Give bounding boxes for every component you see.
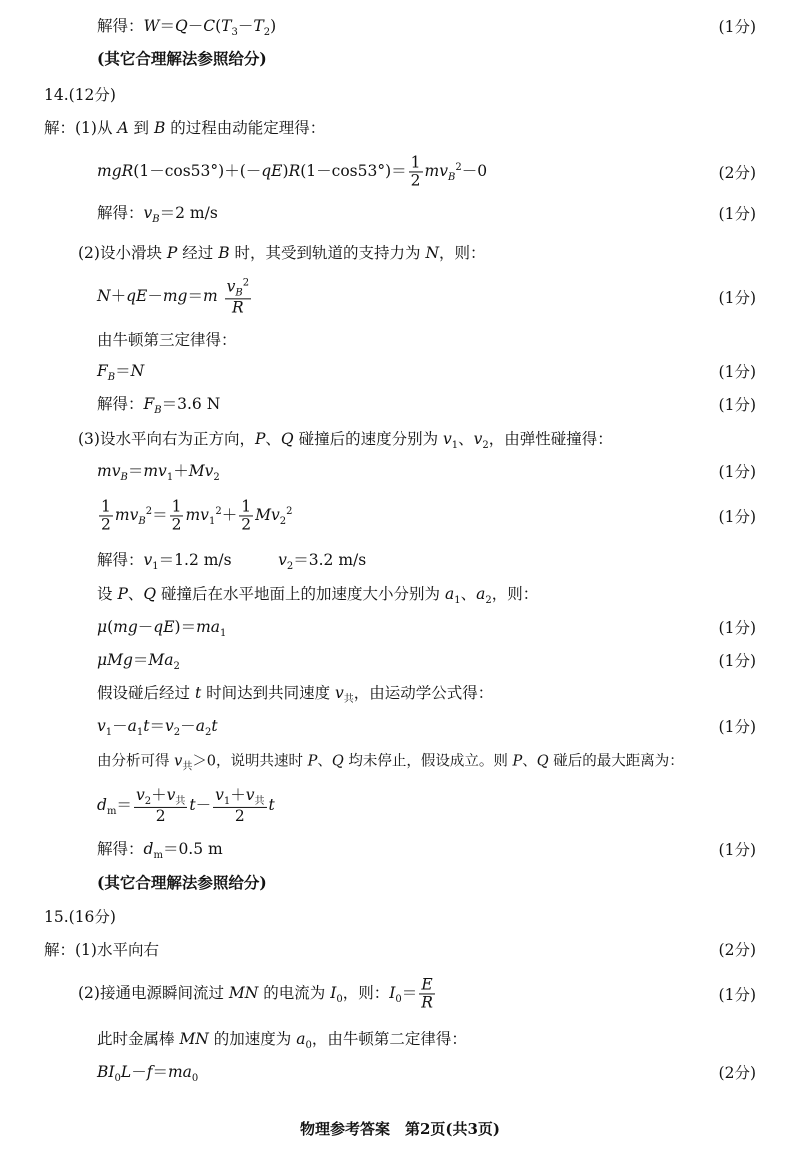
note-line xyxy=(0,867,800,897)
score: (1分) xyxy=(718,396,756,414)
answer-line-21: 由分析可得 $v_共>0$，说明共速时 P、Q 均未停止，假设成立。则 P、Q 碰后的最大距离为： xyxy=(97,753,684,773)
equation-line-29: $BI_0L-f=ma_0$ (2分) xyxy=(97,1062,756,1085)
score: (1分) xyxy=(718,205,756,223)
answer-line-12: (3)设水平向右为正方向，P、Q 碰撞后的速度分别为 $v_1$、$v_2$，由弹性碰撞得： xyxy=(78,429,613,452)
score: (2分) xyxy=(718,941,756,959)
answer-line-6: 解得：$v_B=2$ m/s (1分) xyxy=(97,203,756,226)
score: (1分) xyxy=(718,463,756,481)
equation-line-20: $v_1-a_1t=v_2-a_2t$ (1分) xyxy=(97,716,756,739)
equation-line-5: mgR(1－cos53°)＋(－qE)R(1－cos53°)＝ $\frac{1}{2}$ $mv_B^2-0$ (2分) xyxy=(97,153,756,190)
note-line xyxy=(0,43,800,73)
answer-line-26: 解：(1)水平向右 (2分) xyxy=(0,934,800,964)
score: (1分) xyxy=(718,986,756,1004)
question-number: 14.(12分) xyxy=(44,86,116,104)
answer-line-4: 解：(1)从 A 到 B 的过程由动能定理得： xyxy=(44,119,326,137)
equation-line-14: $\frac{1}{2}$ $mv_B^2=$ $\frac{1}{2}$ $mv_1^2+$ $\frac{1}{2}$ $Mv_2^2$ (1分) xyxy=(101,497,756,534)
score: (1分) xyxy=(718,652,756,670)
note-text: (其它合理解法参照给分) xyxy=(97,49,267,68)
answer-line-9: 由牛顿第三定律得： xyxy=(97,331,237,349)
question-number: 15.(16分) xyxy=(44,908,116,926)
answer-line-28: 此时金属棒 MN 的加速度为 $a_0$，由牛顿第二定律得： xyxy=(97,1029,467,1052)
score: (1分) xyxy=(718,508,756,526)
answer-line-1: 解得：$W=Q-C(T_3-T_2)$ (1分) xyxy=(97,16,756,39)
score: (1分) xyxy=(718,18,756,36)
answer-line-23: 解得：$d_m=0.5$ m (1分) xyxy=(97,839,756,862)
score: (2分) xyxy=(718,1064,756,1082)
equation-line-13: $mv_B=mv_1+Mv_2$ (1分) xyxy=(97,461,756,484)
page-footer: 物理参考答案 第2页(共3页) xyxy=(299,1120,501,1138)
score: (1分) xyxy=(718,363,756,381)
question-heading-15 xyxy=(0,901,800,931)
equation-line-10: $F_B=N$ (1分) xyxy=(97,361,756,384)
answer-line-11: 解得：$F_B=3.6$ N (1分) xyxy=(97,394,756,417)
answer-line-19: 假设碰后经过 t 时间达到共同速度 $v_共$，由运动学公式得： xyxy=(97,683,494,706)
note-text: (其它合理解法参照给分) xyxy=(97,873,267,892)
answer-line-16: 设 P、Q 碰撞后在水平地面上的加速度大小分别为 $a_1$、$a_2$，则： xyxy=(97,584,539,607)
answer-line-15: 解得：$v_1=1.2$ m/s $v_2=3.2$ m/s xyxy=(97,550,367,573)
equation-line-8: N＋qE－mg＝m $\frac{v_B^2}{R}$ (1分) xyxy=(97,277,756,317)
equation-line-17: $\mu(mg-qE)=ma_1$ (1分) xyxy=(97,617,756,640)
score: (1分) xyxy=(718,841,756,859)
score: (1分) xyxy=(718,289,756,307)
equation-line-27: (2)接通电源瞬间流过 MN 的电流为 $I_0$，则：$I_0=$ $\frac{E}{R}$ (1分) xyxy=(78,975,756,1012)
score: (2分) xyxy=(718,164,756,182)
question-heading-14 xyxy=(0,79,800,109)
equation-line-22: $d_m=$ $\frac{v_2+v_共}{2}$ t－ $\frac{v_1+v_共}{2}$ t xyxy=(97,785,275,826)
equation-line-18: $\mu Mg=Ma_2$ (1分) xyxy=(97,650,756,673)
score: (1分) xyxy=(718,718,756,736)
answer-line-7: (2)设小滑块 P 经过 B 时，其受到轨道的支持力为 N，则： xyxy=(78,244,486,262)
score: (1分) xyxy=(718,619,756,637)
